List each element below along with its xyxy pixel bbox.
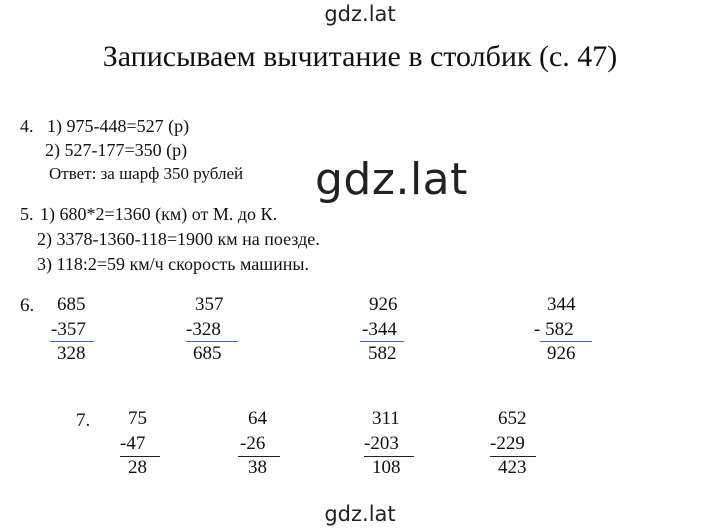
task6-col3-underline: [360, 341, 404, 342]
task7-number: 7.: [76, 410, 91, 431]
task6-col2-result: 685: [193, 343, 222, 364]
task7-col4-top: 652: [498, 408, 527, 429]
task5-line1: 1) 680*2=1360 (км) от М. до К.: [40, 204, 278, 224]
task7-col1-top: 75: [128, 408, 147, 429]
task6-col4-sub: - 582: [534, 319, 574, 340]
task6-col2-top: 357: [195, 294, 224, 315]
task7-col1-sub: -47: [120, 433, 146, 454]
task6-col1-result: 328: [57, 343, 86, 364]
task5-line2: 2) 3378-1360-118=1900 км на поезде.: [37, 229, 320, 249]
task6-col2-underline: [186, 341, 238, 342]
page-title: Записываем вычитание в столбик (с. 47): [102, 40, 618, 73]
task6-col2-sub: -328: [186, 319, 221, 340]
watermark-center: gdz.lat: [315, 154, 468, 205]
task5-number: 5.: [20, 204, 34, 224]
watermark-bottom: gdz.lat: [324, 502, 396, 526]
task7-col3-top: 311: [372, 408, 400, 429]
watermark-top: gdz.lat: [324, 2, 396, 26]
task6-col3-top: 926: [369, 294, 398, 315]
task6-col1-top: 685: [57, 294, 86, 315]
task6-col1-underline: [50, 341, 94, 342]
task7-col2-top: 64: [248, 408, 267, 429]
task6-col4-underline: [540, 341, 592, 342]
task7-col2-sub: -26: [240, 433, 266, 454]
task7-col3-sub: -203: [364, 433, 399, 454]
task5-line3: 3) 118:2=59 км/ч скорость машины.: [37, 254, 309, 274]
task6-col3-result: 582: [368, 343, 397, 364]
task4-line1: 1) 975-448=527 (р): [47, 116, 190, 136]
task6-col3-sub: -344: [362, 319, 397, 340]
task7-col4-result: 423: [498, 457, 527, 478]
task6-col1-sub: -357: [51, 319, 86, 340]
task6-col4-result: 926: [547, 343, 576, 364]
task7-col4-sub: -229: [490, 433, 525, 454]
task6-col4-top: 344: [547, 294, 576, 315]
task4-line2: 2) 527-177=350 (р): [45, 140, 188, 160]
task4-number: 4.: [20, 116, 34, 136]
task7-col2-result: 38: [248, 457, 267, 478]
task7-col1-result: 28: [128, 457, 147, 478]
task7-col3-result: 108: [372, 457, 401, 478]
task6-number: 6.: [20, 295, 35, 316]
task4-answer: Ответ: за шарф 350 рублей: [49, 164, 244, 183]
